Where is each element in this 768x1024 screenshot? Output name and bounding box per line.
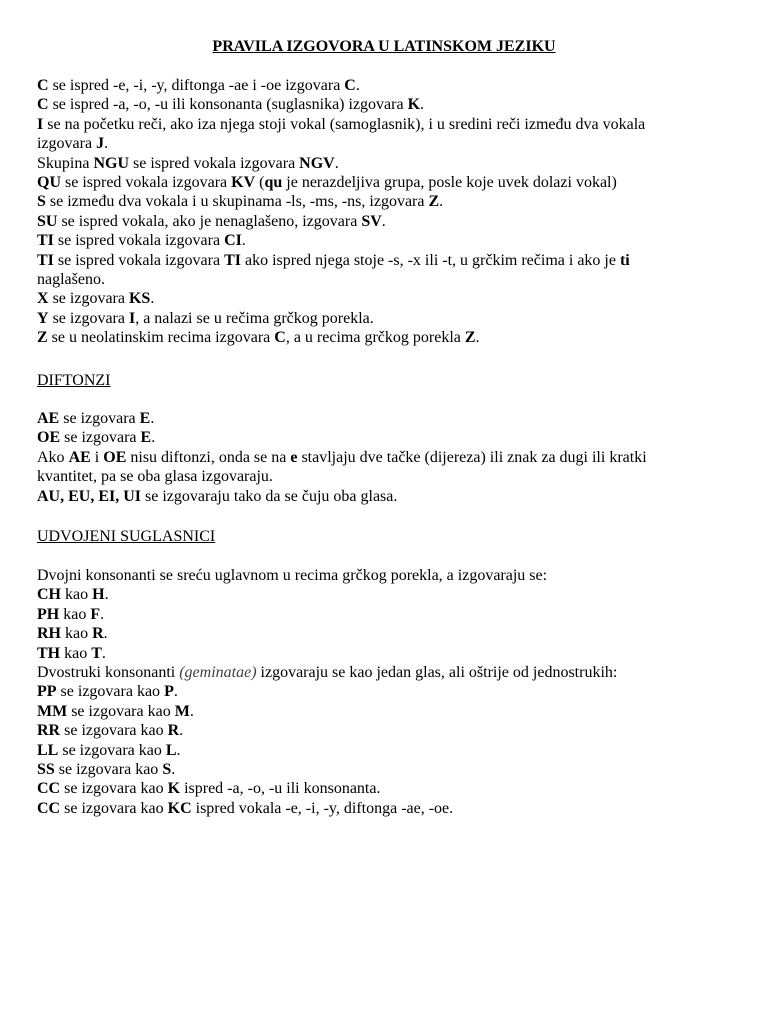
bold-term: QU — [37, 174, 61, 192]
text-run: Skupina — [37, 154, 94, 172]
bold-term: C — [344, 77, 356, 94]
bold-term: PH — [37, 605, 60, 623]
text-line — [37, 799, 737, 818]
section-heading-diftonzi: DIFTONZI — [37, 372, 111, 389]
text-run: se izgovara kao — [54, 761, 163, 779]
text-run: Dvostruki konsonanti — [37, 664, 180, 682]
bold-term: L — [165, 741, 177, 759]
text-run: . — [103, 625, 108, 643]
pronunciation-rules — [37, 76, 737, 348]
bold-term: AE — [68, 448, 91, 466]
bold-term: TI — [37, 251, 54, 269]
double-consonant-rules — [37, 566, 737, 818]
text-run: kao — [60, 644, 92, 662]
bold-term: H — [92, 586, 105, 604]
bold-term: NGU — [93, 154, 130, 172]
bold-term: T — [91, 644, 102, 662]
text-run: Ako — [37, 448, 69, 466]
text-run: . — [151, 429, 156, 447]
bold-term: LL — [37, 741, 59, 759]
text-run: . — [179, 722, 184, 740]
bold-term: NGV — [299, 154, 335, 172]
text-run: naglašeno. — [37, 271, 105, 289]
bold-term: qu — [264, 174, 283, 192]
text-line — [37, 644, 737, 663]
text-run: . — [176, 741, 181, 759]
bold-term: RR — [37, 722, 61, 740]
text-line — [37, 467, 737, 486]
text-line — [37, 134, 737, 153]
text-run: se izgovaraju tako da se čuju oba glasa. — [141, 487, 398, 505]
bold-term: CC — [37, 780, 61, 798]
bold-term: PP — [37, 683, 57, 701]
text-run: se ispred vokala, ako je nenaglašeno, izgovara — [57, 212, 362, 230]
bold-term: I — [128, 309, 136, 327]
bold-term: SS — [37, 761, 55, 779]
bold-term: RH — [37, 625, 61, 643]
text-line — [37, 76, 737, 95]
text-run: , a u recima grčkog porekla — [285, 329, 465, 347]
text-line — [37, 624, 737, 643]
text-run: kvantitet, pa se oba glasa izgovaraju. — [37, 468, 273, 486]
bold-term: X — [37, 290, 49, 308]
text-line — [37, 115, 737, 134]
bold-term: E — [140, 429, 152, 447]
bold-term: KV — [231, 174, 256, 192]
bold-term: Z — [464, 329, 476, 347]
text-run: kao — [61, 586, 93, 604]
bold-term: S — [37, 193, 46, 211]
text-run: stavljaju dve tačke (dijereza) ili znak za dugi ili kratki — [297, 448, 647, 466]
text-run: . — [101, 644, 106, 662]
text-run: se izgovara — [60, 429, 141, 447]
bold-term: CI — [224, 232, 242, 250]
text-run: ( — [255, 174, 265, 192]
text-line — [37, 270, 737, 289]
bold-term: OE — [37, 429, 61, 447]
text-run: se ispred vokala izgovara — [61, 174, 232, 192]
latin-term: (geminatae) — [179, 664, 257, 682]
text-line — [37, 721, 737, 740]
text-run: se u neolatinskim recima izgovara — [47, 329, 275, 347]
bold-term: C — [37, 77, 49, 94]
text-line — [37, 585, 737, 604]
bold-term: C — [37, 96, 49, 114]
bold-term: SU — [37, 212, 58, 230]
text-run: . — [381, 212, 386, 230]
text-line — [37, 173, 737, 192]
text-line — [37, 309, 737, 328]
text-line — [37, 487, 737, 506]
text-run: se na početku reči, ako iza njega stoji vokal (samoglasnik), i u sredini reči između dva vokala — [43, 115, 646, 133]
text-run: se izgovara kao — [58, 741, 166, 759]
text-run: se ispred -a, -o, -u ili konsonanta (suglasnika) izgovara — [48, 96, 408, 114]
text-run: . — [420, 96, 425, 114]
bold-term: CC — [37, 799, 61, 817]
text-run: Dvojni konsonanti se sreću uglavnom u recima grčkog porekla, a izgovaraju se: — [37, 567, 548, 584]
section-heading-udvojeni-suglasnici: UDVOJENI SUGLASNICI — [37, 528, 216, 545]
bold-term: K — [167, 780, 181, 798]
bold-term: TI — [37, 232, 54, 250]
text-line — [37, 605, 737, 624]
text-run: ispred -a, -o, -u ili konsonanta. — [180, 780, 381, 798]
text-line — [37, 428, 737, 447]
bold-term: Y — [37, 309, 49, 327]
text-run: se ispred -e, -i, -y, diftonga -ae i -oe izgovara — [48, 77, 345, 94]
bold-term: e — [290, 448, 298, 466]
text-run: se izgovara kao — [60, 722, 168, 740]
bold-term: Z — [37, 329, 48, 347]
text-run: . — [173, 683, 178, 701]
bold-term: R — [167, 722, 180, 740]
text-run: je nerazdeljiva grupa, posle koje uvek dolazi vokal) — [282, 174, 617, 192]
text-run: se ispred vokala izgovara — [129, 154, 300, 172]
text-line — [37, 289, 737, 308]
text-run: se izgovara — [48, 309, 129, 327]
bold-term: E — [139, 410, 151, 427]
bold-term: AE — [37, 410, 60, 427]
document-title: PRAVILA IZGOVORA U LATINSKOM JEZIKU — [212, 38, 556, 55]
bold-term: AU, EU, EI, UI — [37, 487, 142, 505]
text-run: se ispred vokala izgovara — [53, 232, 225, 250]
text-line — [37, 192, 737, 211]
bold-term: MM — [37, 702, 68, 720]
text-run: . — [189, 702, 194, 720]
text-line — [37, 566, 737, 585]
bold-term: ti — [619, 251, 630, 269]
bold-term: SV — [361, 212, 382, 230]
bold-term: S — [162, 761, 172, 779]
text-run: se izgovara — [59, 410, 140, 427]
text-run: . — [171, 761, 176, 779]
text-line — [37, 741, 737, 760]
text-run: ako ispred njega stoje -s, -x ili -t, u grčkim rečima i ako je — [240, 251, 620, 269]
bold-term: K — [407, 96, 421, 114]
text-line — [37, 702, 737, 721]
text-run: ispred vokala -e, -i, -y, diftonga -ae, -oe. — [191, 799, 454, 817]
text-line — [37, 682, 737, 701]
text-run: i — [90, 448, 104, 466]
bold-term: TH — [37, 644, 61, 662]
text-run: se ispred vokala izgovara — [53, 251, 225, 269]
text-run: . — [241, 232, 246, 250]
text-run: . — [475, 329, 480, 347]
text-run: . — [104, 586, 109, 604]
bold-term: OE — [103, 448, 127, 466]
text-run: izgovara — [37, 135, 97, 153]
bold-term: J — [96, 135, 105, 153]
bold-term: I — [37, 115, 44, 133]
text-run: se izgovara — [48, 290, 129, 308]
text-run: . — [104, 135, 109, 153]
text-run: kao — [61, 625, 93, 643]
bold-term: F — [90, 605, 101, 623]
text-line — [37, 779, 737, 798]
text-run: . — [355, 77, 360, 94]
text-line — [37, 328, 737, 347]
diphthong-rules — [37, 409, 737, 506]
text-run: . — [100, 605, 105, 623]
text-run: izgovaraju se kao jedan glas, ali oštrije od jednostrukih: — [256, 664, 618, 682]
text-line — [37, 231, 737, 250]
text-line — [37, 663, 737, 682]
text-run: . — [150, 410, 155, 427]
bold-term: M — [174, 702, 190, 720]
bold-term: R — [92, 625, 104, 643]
text-run: se izgovara kao — [56, 683, 165, 701]
text-run: nisu diftonzi, onda se na — [126, 448, 291, 466]
text-run: se između dva vokala i u skupinama -ls, -ms, -ns, izgovara — [45, 193, 429, 211]
text-line — [37, 448, 737, 467]
text-run: . — [334, 154, 339, 172]
text-run: , a nalazi se u rečima grčkog porekla. — [135, 309, 374, 327]
bold-term: KC — [167, 799, 192, 817]
bold-term: KS — [128, 290, 151, 308]
bold-term: Z — [428, 193, 440, 211]
text-line — [37, 760, 737, 779]
bold-term: TI — [224, 251, 241, 269]
bold-term: CH — [37, 586, 61, 604]
text-run: kao — [59, 605, 91, 623]
bold-term: C — [274, 329, 286, 347]
bold-term: P — [164, 683, 174, 701]
text-line — [37, 154, 737, 173]
text-run: . — [439, 193, 444, 211]
text-line — [37, 95, 737, 114]
text-line — [37, 409, 737, 428]
text-run: se izgovara kao — [60, 780, 168, 798]
text-line — [37, 212, 737, 231]
text-line — [37, 251, 737, 270]
text-run: . — [150, 290, 155, 308]
text-run: se izgovara kao — [67, 702, 175, 720]
text-run: se izgovara kao — [60, 799, 168, 817]
